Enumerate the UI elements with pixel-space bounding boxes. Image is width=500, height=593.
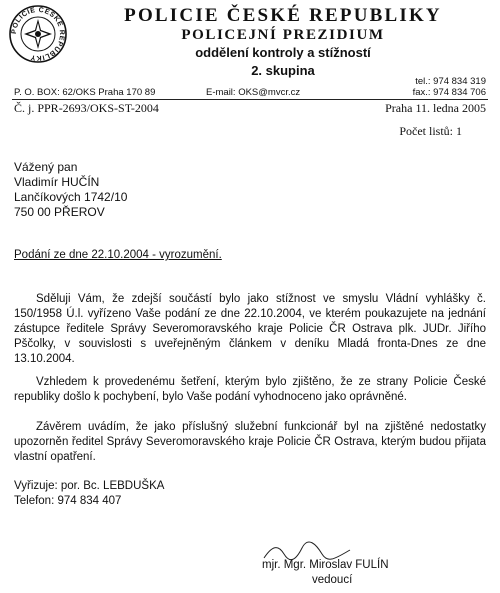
- recipient-address: [14, 160, 127, 220]
- signer-role: vedoucí: [312, 574, 353, 586]
- telephone: tel.: 974 834 319: [415, 76, 486, 87]
- page-count: Počet listů: 1: [399, 124, 462, 138]
- recipient-city: 750 00 PŘEROV: [14, 205, 105, 219]
- seal-text: POLICIE ČESKÉ REPUBLIKY: [10, 6, 66, 62]
- presidium-title: POLICEJNÍ PREZIDIUM: [181, 27, 385, 43]
- signer-name: mjr. Mgr. Miroslav FULÍN: [262, 559, 389, 571]
- letter-date: Praha 11. ledna 2005: [385, 101, 486, 115]
- salutation: Vážený pan: [14, 160, 78, 174]
- handler: Vyřizuje: por. Bc. LEBDUŠKA: [14, 480, 165, 492]
- body-paragraph-3: Závěrem uvádím, že jako příslušný služební funkcionář byl na zjištěné nedostatky upozorněn ředitel Správy Severomoravského kraje Policie ČR Ostrava, kterým budou přijata vlastní opatření.: [14, 421, 486, 463]
- contact-info: [14, 479, 164, 509]
- header-divider: [12, 99, 488, 100]
- recipient-name: Vladimír HUČÍN: [14, 175, 100, 189]
- handler-phone: Telefon: 974 834 407: [14, 495, 122, 507]
- email-address: E-mail: OKS@mvcr.cz: [206, 87, 301, 98]
- body-paragraph-1: Sděluji Vám, že zdejší součástí bylo jako stížnost ve smyslu Vládní vyhlášky č. 150/1958 Ú.l. vyřízeno Vaše podání ze dne 22.10.2004, ve kterém poukazujete na jednání zástupce ředitele Správy Severomoravského kraje Policie ČR Ostrava plk. JUDr. Jiřího Pščolky, v souvislosti s uveřejněným článkem v deníku Mladá fronta-Dnes ze dne 13.10.2004.: [14, 293, 486, 365]
- recipient-street: Lančíkových 1742/10: [14, 190, 128, 204]
- department-name: oddělení kontroly a stížností: [195, 45, 371, 60]
- group-name: 2. skupina: [251, 63, 315, 78]
- letter-subject: Podání ze dne 22.10.2004 - vyrozumění.: [14, 249, 222, 261]
- reference-number: Č. j. PPR-2693/OKS-ST-2004: [14, 101, 159, 115]
- po-box: P. O. BOX: 62/OKS Praha 170 89: [14, 87, 156, 98]
- org-title: POLICIE ČESKÉ REPUBLIKY: [124, 5, 442, 26]
- police-seal-logo: [8, 4, 68, 64]
- body-paragraph-2: Vzhledem k provedenému šetření, kterým bylo zjištěno, že ze strany Policie České republiky došlo k pochybení, bylo Vaše podání vyhodnoceno jako oprávněné.: [14, 376, 486, 403]
- fax-number: fax.: 974 834 706: [412, 87, 486, 98]
